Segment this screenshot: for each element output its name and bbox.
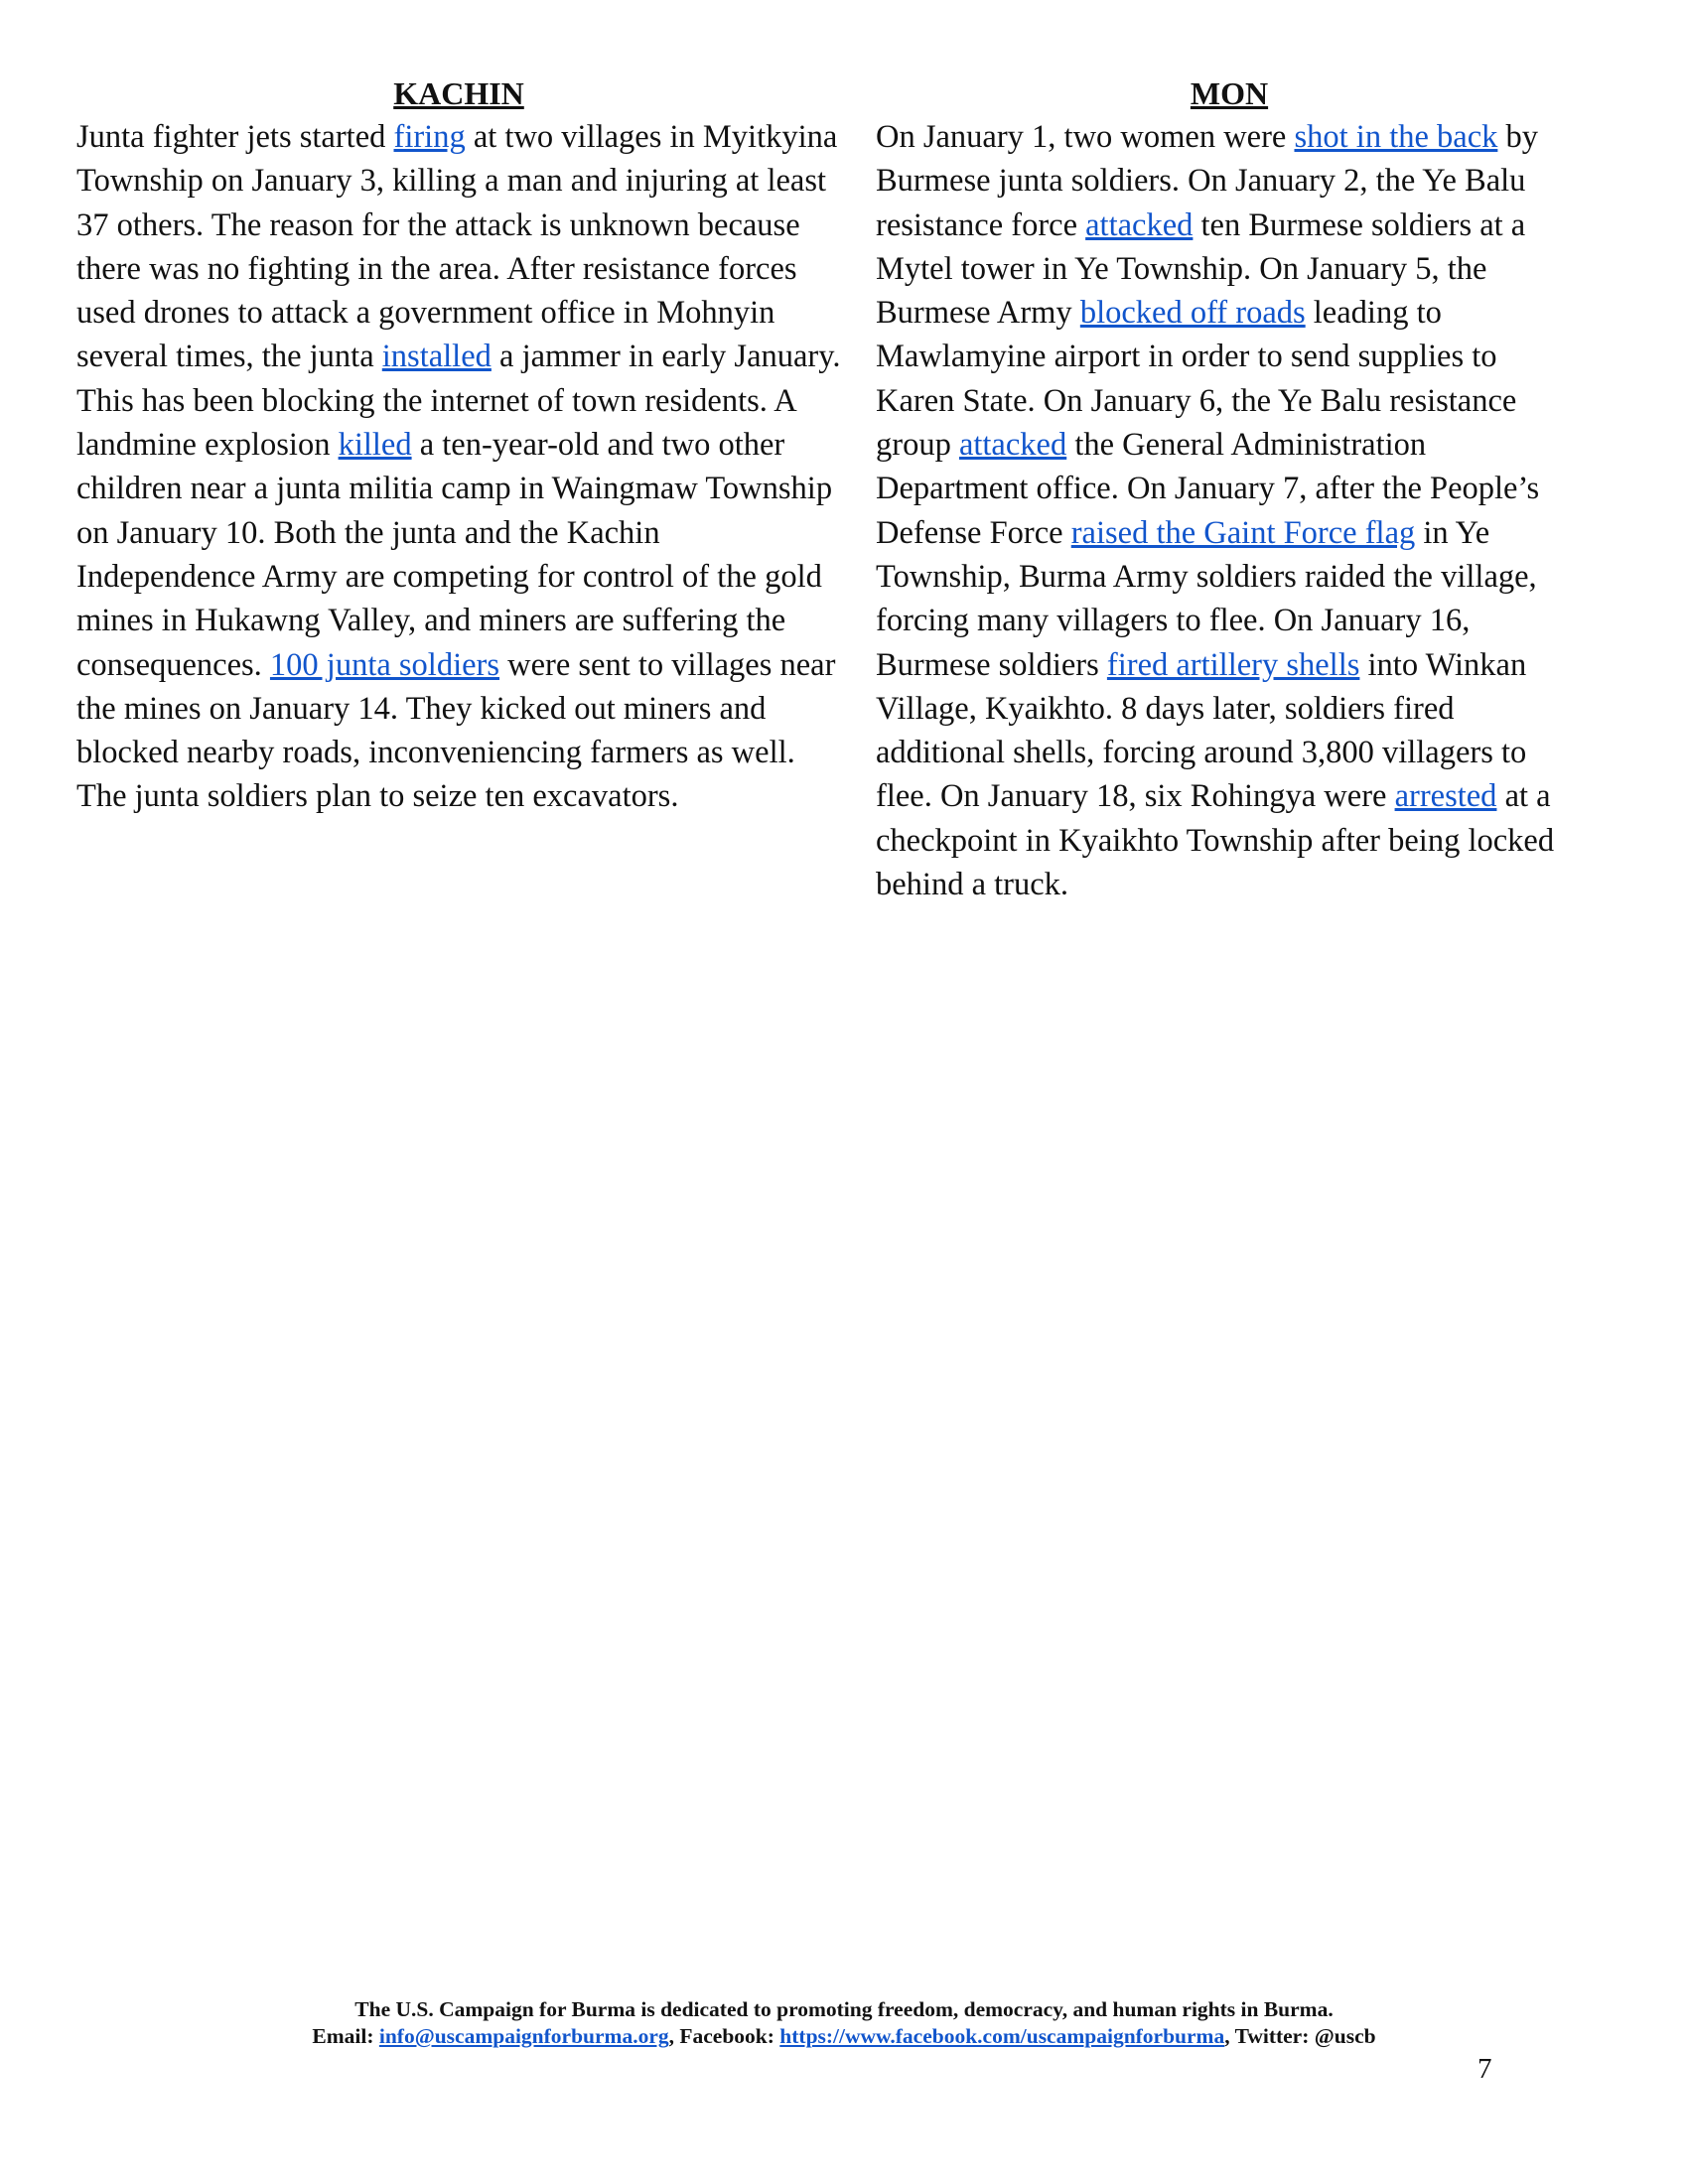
- kachin-column: [76, 71, 841, 819]
- link-attacked-mytel[interactable]: attacked: [1085, 206, 1194, 243]
- mon-paragraph: [876, 115, 1583, 906]
- footer-facebook-link[interactable]: https://www.facebook.com/uscampaignforburma: [779, 2024, 1225, 2048]
- link-arrested[interactable]: arrested: [1394, 778, 1497, 815]
- mon-heading: MON: [1190, 75, 1269, 111]
- page-footer: [0, 1996, 1688, 2050]
- text-segment: a jammer in early January. This has been blocking the internet of town residents. A landmine explosion: [76, 339, 841, 464]
- text-segment: Junta fighter jets started: [76, 119, 394, 155]
- text-segment: the General Administration Department office. On January 7, after the People’s Defense Force: [876, 427, 1540, 551]
- footer-email-link[interactable]: info@uscampaignforburma.org: [378, 2024, 669, 2048]
- kachin-heading: KACHIN: [393, 75, 524, 111]
- footer-contact-line: [0, 2023, 1688, 2050]
- link-fired-artillery-shells[interactable]: fired artillery shells: [1106, 646, 1360, 683]
- mon-column: [876, 71, 1583, 906]
- text-segment: into Winkan Village, Kyaikhto. 8 days later, soldiers fired additional shells, forcing around 3,800 villagers to flee. On January 18, six Rohingya were: [876, 646, 1527, 815]
- link-installed[interactable]: installed: [381, 339, 492, 375]
- footer-twitter: , Twitter: @uscb: [1224, 2024, 1376, 2048]
- footer-email-label: Email:: [312, 2024, 379, 2048]
- text-segment: On January 1, two women were: [876, 119, 1295, 155]
- page-number: 7: [1477, 2053, 1492, 2085]
- footer-mission-statement: The U.S. Campaign for Burma is dedicated to promoting freedom, democracy, and human rights in Burma.: [354, 1997, 1334, 2021]
- text-segment: in Ye Township, Burma Army soldiers raided the village, forcing many villagers to flee. On January 16, Burmese soldiers: [876, 514, 1537, 683]
- link-firing[interactable]: firing: [393, 119, 466, 155]
- text-segment: leading to Mawlamyine airport in order to send supplies to Karen State. On January 6, the Ye Balu resistance group: [876, 295, 1517, 464]
- link-raised-flag[interactable]: raised the Gaint Force flag: [1070, 514, 1416, 551]
- footer-facebook-label: , Facebook:: [668, 2024, 780, 2048]
- link-blocked-off-roads[interactable]: blocked off roads: [1079, 295, 1306, 332]
- text-segment: were sent to villages near the mines on January 14. They kicked out miners and blocked nearby roads, inconveniencing farmers as well. The junta soldiers plan to seize ten excavators.: [76, 646, 836, 815]
- link-killed[interactable]: killed: [338, 427, 412, 464]
- text-segment: ten Burmese soldiers at a Mytel tower in Ye Township. On January 5, the Burmese Army: [876, 206, 1526, 332]
- kachin-paragraph: [76, 115, 841, 819]
- text-segment: at a checkpoint in Kyaikhto Township after being locked behind a truck.: [876, 778, 1555, 903]
- text-segment: a ten-year-old and two other children near a junta militia camp in Waingmaw Township on January 10. Both the junta and the Kachin Independence Army are competing for control of the gold mines in Hukawng Valley, and miners are suffering the consequences.: [76, 427, 833, 683]
- link-100-junta-soldiers[interactable]: 100 junta soldiers: [269, 646, 500, 683]
- text-segment: at two villages in Myitkyina Township on January 3, killing a man and injuring at least 37 others. The reason for the attack is unknown because there was no fighting in the area. After resistance forces used drones to attack a government office in Mohnyin several times, the junta: [76, 119, 838, 375]
- link-shot-in-the-back[interactable]: shot in the back: [1294, 119, 1498, 155]
- link-attacked-gad[interactable]: attacked: [958, 427, 1067, 464]
- text-segment: by Burmese junta soldiers. On January 2, the Ye Balu resistance force: [876, 119, 1538, 243]
